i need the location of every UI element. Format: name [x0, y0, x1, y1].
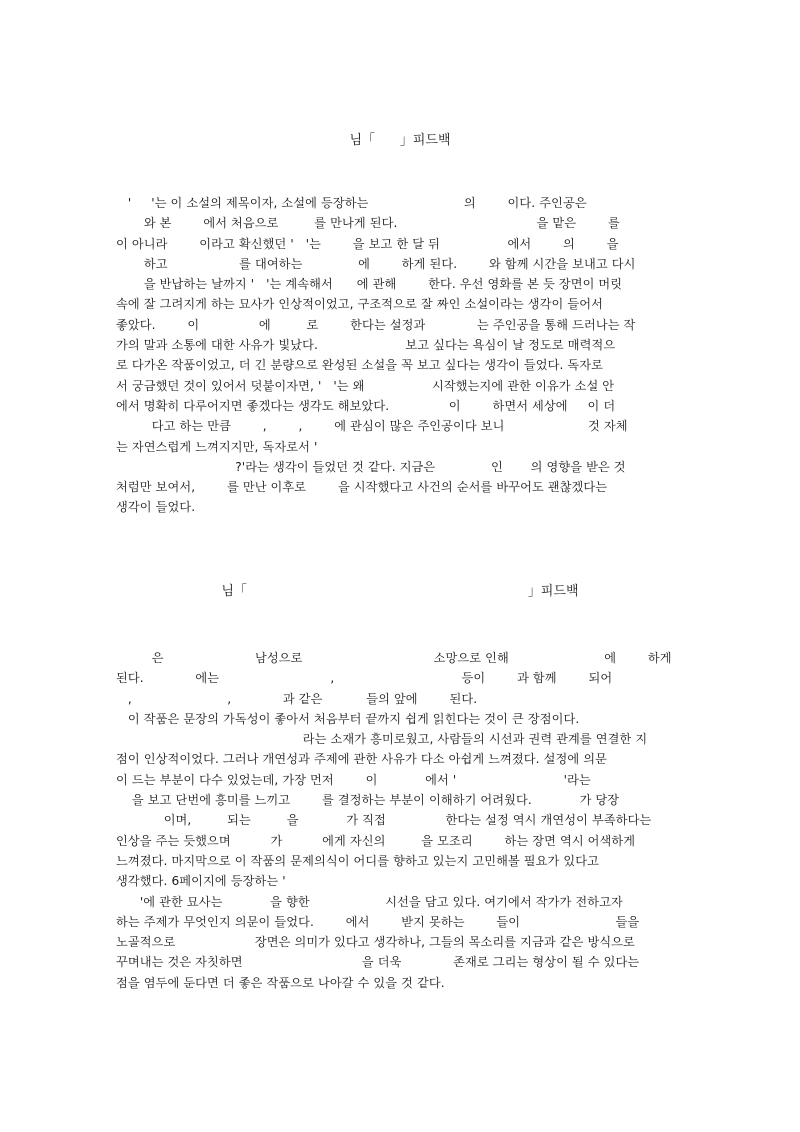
feedback-body-1: [116, 193, 686, 518]
text-line: 인상을 주는 듯했으며 가 에게 자신의 을 모조리 하는 장면 역시 어색하게: [116, 833, 636, 848]
text-line: 이 아니라 이라고 확신했던 ' '는 을 보고 한 달 뒤 에서 의 을: [116, 236, 619, 251]
text-line: , , 과 같은 들의 앞에 된다.: [116, 691, 478, 706]
feedback-body-2: [116, 648, 686, 993]
text-line: 하는 주제가 무엇인지 의문이 들었다. 에서 받지 못하는 들이 들을: [116, 914, 640, 929]
text-line: 이 드는 부분이 다수 있었는데, 가장 먼저 이 에서 ' '라는: [116, 772, 591, 787]
text-line: 가의 말과 소통에 대한 사유가 빛났다. 보고 싶다는 욕심이 날 정도로 매력적으: [116, 338, 616, 353]
text-line: 은 남성으로 소망으로 인해 에 하게: [116, 651, 672, 665]
feedback-title-2: 님「 」피드백: [221, 584, 579, 599]
text-line: 다고 하는 만큼 , , 에 관심이 많은 주인공이다 보니 것 자체: [116, 419, 628, 434]
text-line: 로 다가온 작품이었고, 더 긴 분량으로 완성된 소설을 꼭 보고 싶다는 생각이 들었다. 독자로: [116, 358, 604, 373]
text-line: 는 자연스럽게 느껴지지만, 독자로서 ': [116, 439, 318, 454]
text-line: 이며, 되는 을 가 직접 한다는 설정 역시 개연성이 부족하다는: [116, 813, 652, 828]
text-line: 하고 를 대여하는 에 하게 된다. 와 함께 시간을 보내고 다시: [116, 256, 636, 271]
text-line: 서 궁금했던 것이 있어서 덧붙이자면, ' '는 왜 시작했는지에 관한 이유가 소설 안: [116, 378, 615, 393]
text-line: 속에 잘 그려지게 하는 묘사가 인상적이었고, 구조적으로 잘 짜인 소설이라는 생각이 들어서: [116, 297, 603, 312]
text-line: 점을 염두에 둔다면 더 좋은 작품으로 나아갈 수 있을 것 같다.: [116, 975, 445, 990]
text-line: 처럼만 보여서, 를 만난 이후로 을 시작했다고 사건의 순서를 바꾸어도 괜찮겠다는: [116, 480, 608, 495]
text-line: 노골적으로 장면은 의미가 있다고 생각하나, 그들의 목소리를 지금과 같은 방식으로: [116, 935, 635, 950]
text-line: '에 관한 묘사는 을 향한 시선을 담고 있다. 여기에서 작가가 전하고자: [116, 894, 623, 909]
text-line: 을 보고 단번에 흥미를 느끼고 를 결정하는 부분이 이해하기 어려웠다. 가 당장: [116, 793, 620, 808]
text-line: 좋았다. 이 에 로 한다는 설정과 는 주인공을 통해 드러나는 작: [116, 317, 636, 332]
text-line: 이 작품은 문장의 가독성이 좋아서 처음부터 끝까지 쉽게 읽힌다는 것이 큰 장점이다.: [116, 711, 580, 726]
text-line: ?'라는 생각이 들었던 것 같다. 지금은 인 의 영향을 받은 것: [116, 459, 626, 474]
text-line: 생각했다. 6페이지에 등장하는 ': [116, 874, 286, 889]
text-line: 점이 인상적이었다. 그러나 개연성과 주제에 관한 사유가 다소 아쉽게 느껴졌다. 설정에 의문: [116, 752, 607, 767]
text-line: 꾸며내는 것은 자칫하면 을 더욱 존재로 그리는 형상이 될 수 있다는: [116, 955, 640, 970]
text-line: 에서 명확히 다루어지면 좋겠다는 생각도 해보았다. 이 하면서 세상에 이 더: [116, 398, 616, 413]
text-line: 느껴졌다. 마지막으로 이 작품의 문제의식이 어디를 향하고 있는지 고민해볼 필요가 있다고: [116, 853, 600, 868]
text-line: ' '는 이 소설의 제목이자, 소설에 등장하는 의 이다. 주인공은: [116, 196, 587, 210]
text-line: 와 본 에서 처음으로 를 만나게 된다. 을 맡은 를: [116, 216, 620, 231]
text-line: 된다. 에는 , 등이 과 함께 되어: [116, 671, 613, 686]
text-line: 라는 소재가 흥미로웠고, 사람들의 시선과 권력 관계를 연결한 지: [116, 732, 648, 747]
feedback-title-1: 님「 」피드백: [349, 133, 451, 148]
text-line: 생각이 들었다.: [116, 500, 196, 515]
text-line: 을 반납하는 날까지 ' '는 계속해서 에 관해 한다. 우선 영화를 본 듯 장면이 머릿: [116, 277, 623, 292]
